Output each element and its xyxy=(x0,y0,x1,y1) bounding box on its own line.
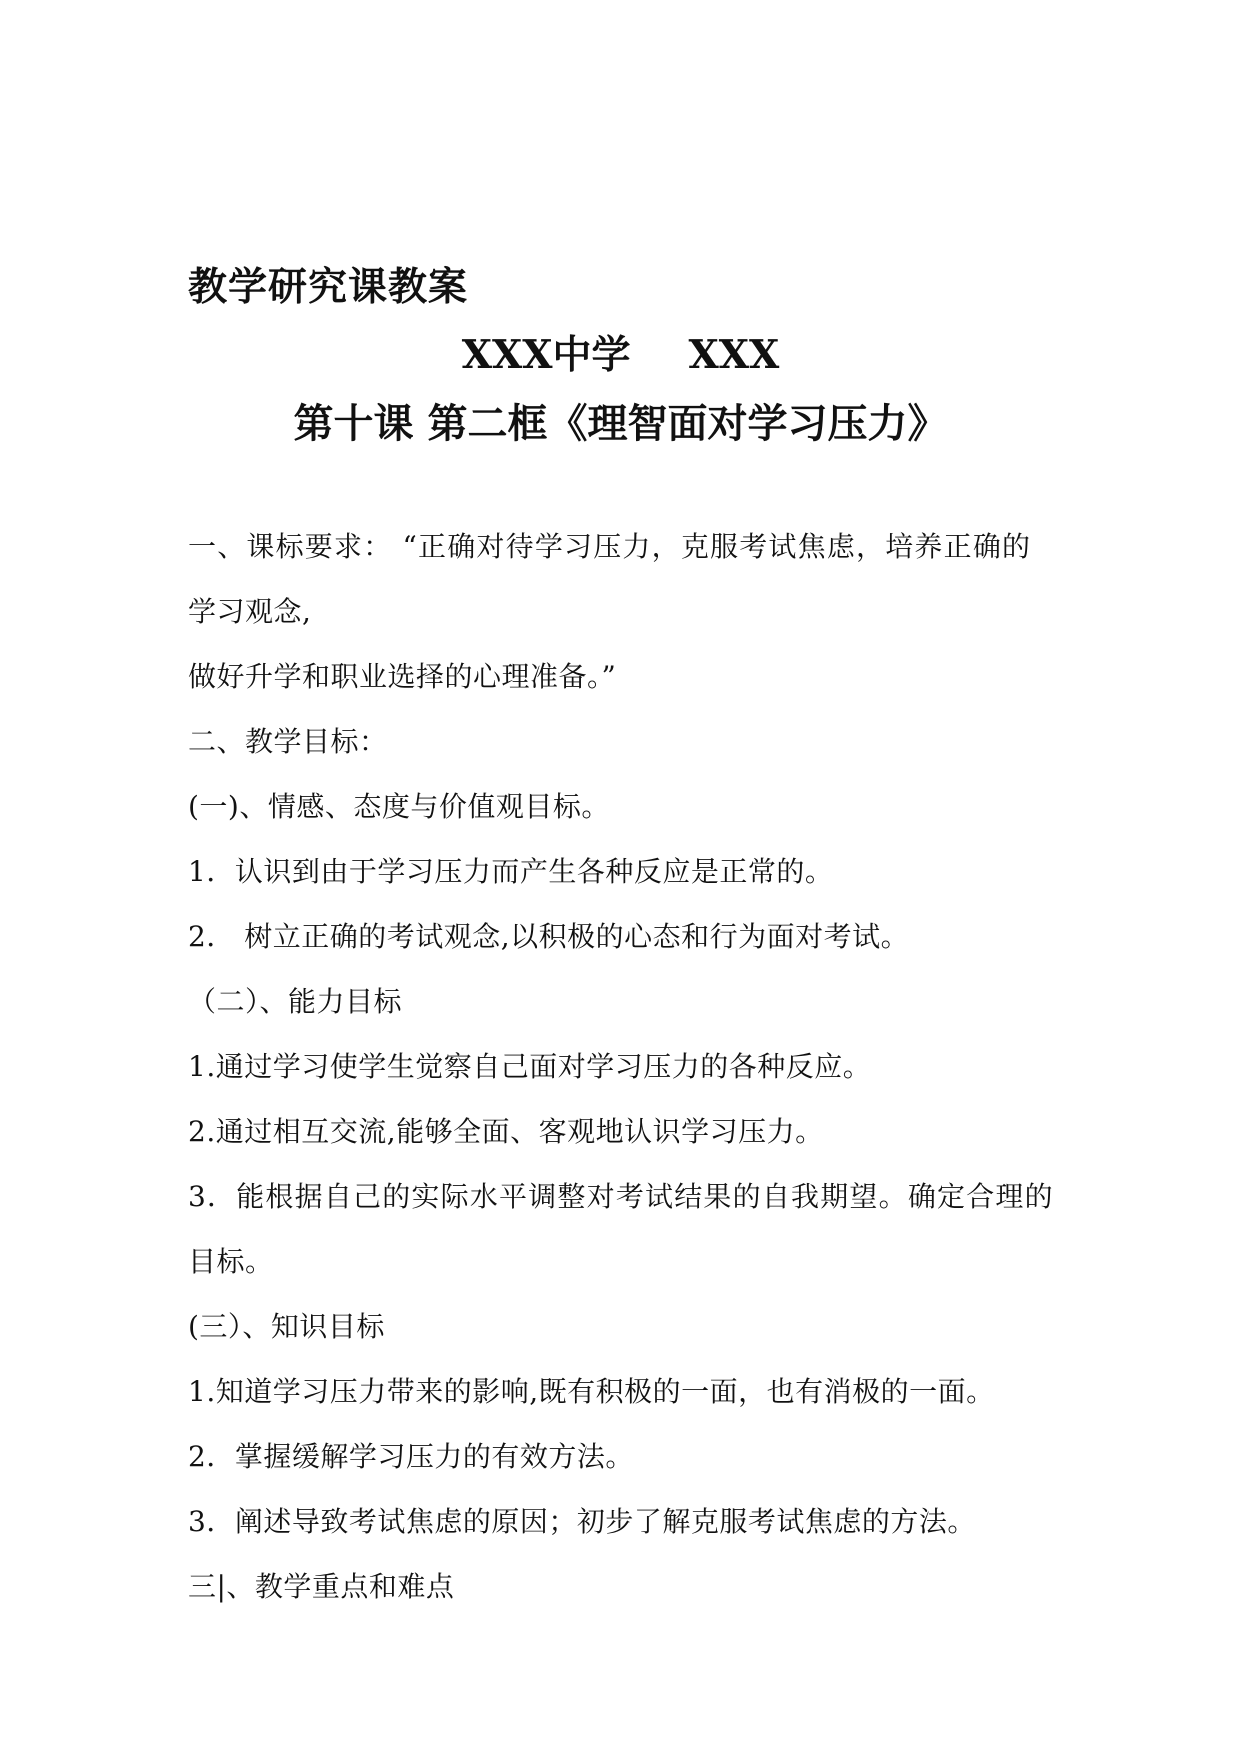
curriculum-requirement-line: 做好升学和职业选择的心理准备。” xyxy=(188,660,617,693)
curriculum-requirement-line: 一、课标要求： “正确对待学习压力，克服考试焦虑，培养正确的 xyxy=(188,530,1032,563)
objective-item: 1.通过学习使学生觉察自己面对学习压力的各种反应。 xyxy=(188,1050,872,1083)
subsection-heading: （二）、能力目标 xyxy=(188,985,403,1018)
school-name: XXX中学 xyxy=(461,332,631,378)
objective-item: 2．掌握缓解学习压力的有效方法。 xyxy=(188,1440,634,1473)
curriculum-requirement-line: 学习观念, xyxy=(188,595,312,628)
objective-item: 2.通过相互交流,能够全面、客观地认识学习压力。 xyxy=(188,1115,824,1148)
subsection-heading: (一)、情感、态度与价值观目标。 xyxy=(188,790,610,823)
objective-item-continuation: 目标。 xyxy=(188,1245,274,1278)
lesson-title: 第十课 第二框《理智面对学习压力》 xyxy=(293,400,948,447)
objective-item: 1.知道学习压力带来的影响,既有积极的一面，也有消极的一面。 xyxy=(188,1375,995,1408)
objective-item: 1．认识到由于学习压力而产生各种反应是正常的。 xyxy=(188,855,834,888)
school-author-line xyxy=(0,324,1241,380)
section-heading: 三|、教学重点和难点 xyxy=(188,1570,455,1603)
objective-item: 2． 树立正确的考试观念,以积极的心态和行为面对考试。 xyxy=(188,920,910,953)
section-heading: 二、教学目标： xyxy=(188,725,388,758)
subsection-heading: (三）、知识目标 xyxy=(188,1310,385,1343)
objective-item: 3．能根据自己的实际水平调整对考试结果的自我期望。确定合理的 xyxy=(188,1180,1054,1213)
document-heading: 教学研究课教案 xyxy=(188,264,469,310)
author-name: XXX xyxy=(688,332,780,378)
objective-item: 3．阐述导致考试焦虑的原因；初步了解克服考试焦虑的方法。 xyxy=(188,1505,976,1538)
